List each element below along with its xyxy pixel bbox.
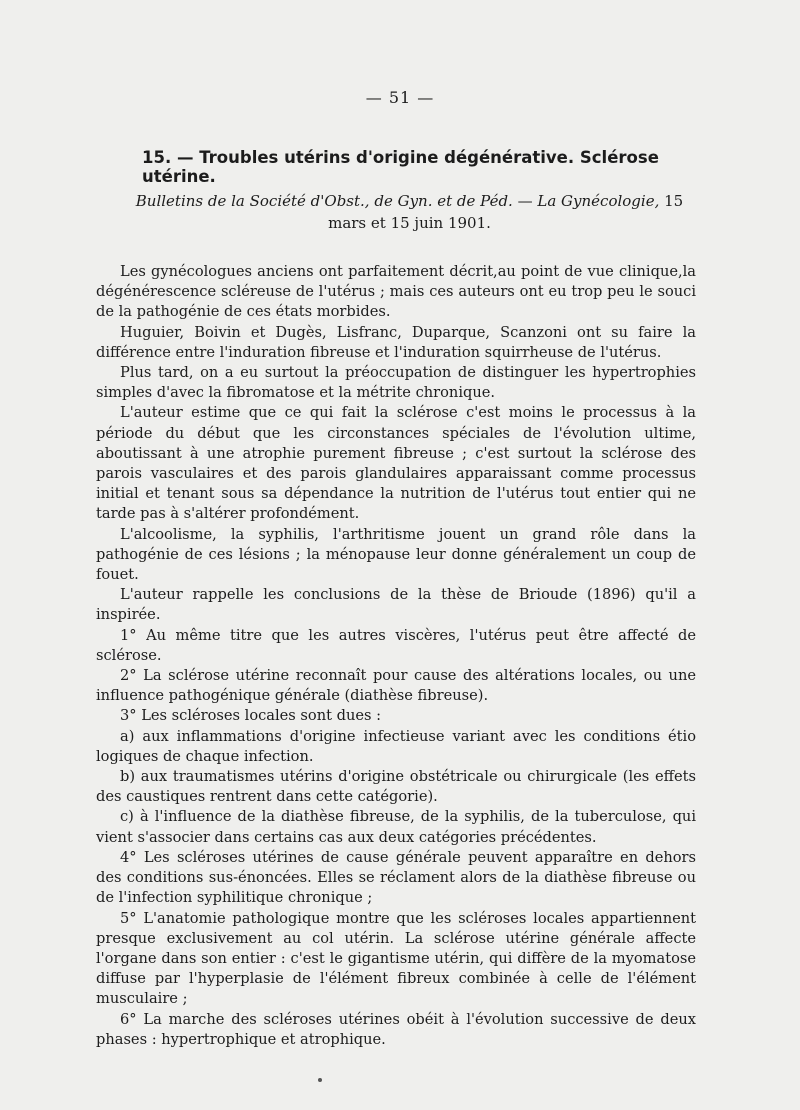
paragraph: Les gynécologues anciens ont parfaitement décrit,au point de vue clinique,la dégénérescence scléreuse de l'utérus ; mais ces auteurs ont eu trop peu le souci de la pathogénie de ces états morbides. bbox=[96, 263, 696, 321]
paragraph: Huguier, Boivin et Dugès, Lisfranc, Duparque, Scanzoni ont su faire la différence entre l'induration fibreuse et l'induration squirrheuse de l'utérus. bbox=[96, 323, 696, 361]
conclusion-subitem: b) aux traumatismes utérins d'origine obstétricale ou chirurgicale (les effets des caustiques rentrent dans cette catégorie). bbox=[96, 768, 696, 806]
section-heading: 15. — Troubles utérins d'origine dégénérative. Sclérose utérine. bbox=[142, 148, 659, 186]
conclusion-subitem: a) aux inflammations d'origine infectieuse variant avec les conditions étio logiques de chaque infection. bbox=[96, 727, 696, 765]
source-journal-2: La Gynécologie, bbox=[537, 192, 660, 210]
paragraph: L'auteur estime que ce qui fait la sclérose c'est moins le processus à la période du début que les circonstances spéciales de l'évolution ultime, aboutissant à une atrophie purement fibreuse ; c'est surtout la sclérose des parois vasculaires et des parois glandulaires apparaissant comme processus initial et tenant sous sa dépendance la nutrition de l'utérus tout entier qui ne tarde pas à s'altérer profondément. bbox=[96, 404, 696, 523]
conclusion-item: 6° La marche des scléroses utérines obéit à l'évolution successive de deux phases : hypertrophique et atrophique. bbox=[96, 1010, 696, 1048]
source-journal-1: Bulletins de la Société d'Obst., de Gyn. et de Péd. bbox=[135, 192, 513, 210]
conclusion-item: 4° Les scléroses utérines de cause générale peuvent apparaître en dehors des conditions sus-énoncées. Elles se réclament alors de la diathèse fibreuse ou de l'infection syphilitique chronique ; bbox=[96, 848, 696, 907]
ink-speck bbox=[318, 1078, 322, 1082]
conclusion-subitem: c) à l'influence de la diathèse fibreuse, de la syphilis, de la tuberculose, qui vient s'associer dans certains cas aux deux catégories précédentes. bbox=[96, 808, 696, 846]
source-dates: 15 mars et 15 juin 1901. bbox=[328, 192, 684, 232]
body-text bbox=[96, 262, 696, 1050]
conclusion-item: 1° Au même titre que les autres viscères, l'utérus peut être affecté de sclérose. bbox=[96, 626, 696, 664]
conclusion-item: 3° Les scléroses locales sont dues : bbox=[120, 707, 382, 725]
paragraph: L'alcoolisme, la syphilis, l'arthritisme jouent un grand rôle dans la pathogénie de ces lésions ; la ménopause leur donne généralement un coup de fouet. bbox=[96, 525, 696, 584]
conclusion-item: 5° L'anatomie pathologique montre que les scléroses locales appartiennent presque exclusivement au col utérin. La sclérose utérine générale affecte l'organe dans son entier : c'est le gigantisme utérin, qui diffère de la myomatose diffuse par l'hyperplasie de l'élément fibreux combinée à celle de l'élément musculaire ; bbox=[96, 909, 696, 1008]
source-separator: — bbox=[512, 192, 538, 210]
paragraph: Plus tard, on a eu surtout la préoccupation de distinguer les hypertrophies simples d'avec la fibromatose et la métrite chronique. bbox=[96, 364, 696, 402]
source-citation bbox=[117, 190, 702, 234]
paragraph: L'auteur rappelle les conclusions de la thèse de Brioude (1896) qu'il a inspirée. bbox=[96, 586, 696, 624]
page-number: — 51 — bbox=[365, 88, 435, 107]
conclusion-item: 2° La sclérose utérine reconnaît pour cause des altérations locales, ou une influence pathogénique générale (diathèse fibreuse). bbox=[96, 667, 696, 705]
